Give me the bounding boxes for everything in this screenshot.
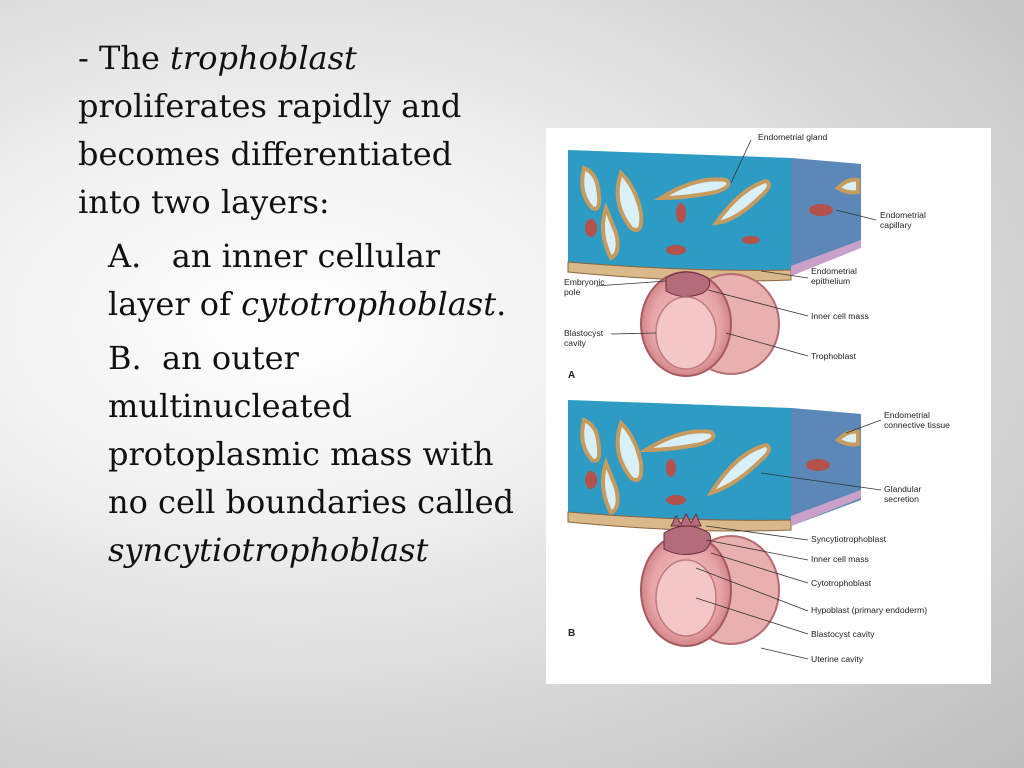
panel-a [564,132,926,381]
item-b-marker: B. [108,339,142,377]
label-syncytiotrophoblast: Syncytiotrophoblast [811,534,886,544]
label-blastocyst-cavity-b: Blastocyst cavity [811,629,875,639]
label-cytotrophoblast: Cytotrophoblast [811,578,872,588]
intro-prefix: - The [78,39,171,77]
label-blastocyst-cavity-2: cavity [564,338,586,348]
item-a-suffix: . [496,285,507,323]
term-trophoblast: trophoblast [170,39,357,77]
item-a-marker: A. [108,237,142,275]
label-endometrial-capillary-1: Endometrial [880,210,926,220]
slide-text [78,34,518,580]
label-inner-cell-mass-b: Inner cell mass [811,554,869,564]
item-b [78,334,518,574]
label-endometrial-epithelium-2: epithelium [811,276,851,286]
label-hypoblast: Hypoblast (primary endoderm) [811,605,928,615]
label-endometrial-capillary-2: capillary [880,220,912,230]
label-trophoblast: Trophoblast [811,351,857,361]
term-syncytiotrophoblast: syncytiotrophoblast [108,531,429,569]
label-endometrial-epithelium-1: Endometrial [811,266,857,276]
label-inner-cell-mass-a: Inner cell mass [811,311,869,321]
term-cytotrophoblast: cytotrophoblast [241,285,497,323]
item-a-text: an inner cellular layer of [108,237,441,323]
label-endometrial-connective-1: Endometrial [884,410,930,420]
label-uterine-cavity: Uterine cavity [811,654,864,664]
panel-a-letter: A [568,370,576,381]
implantation-figure [546,128,991,684]
item-a [78,232,518,328]
label-glandular-secretion-1: Glandular [884,484,922,494]
blastocyst-b [641,514,779,646]
label-embryonic-pole-2: pole [564,287,581,297]
label-glandular-secretion-2: secretion [884,494,919,504]
panel-b [568,400,950,664]
label-blastocyst-cavity-1: Blastocyst [564,328,604,338]
label-embryonic-pole-1: Embryonic [564,277,605,287]
blastocyst-a [641,272,779,376]
label-endometrial-connective-2: connective tissue [884,420,950,430]
label-endometrial-gland: Endometrial gland [758,132,828,142]
item-b-text: an outer multinucleated protoplasmic mass with no cell boundaries called [108,339,515,521]
panel-b-letter: B [568,628,576,639]
intro-rest: proliferates rapidly and becomes differentiated into two layers: [78,87,462,221]
implantation-diagram [546,128,991,684]
intro-paragraph [78,34,518,226]
